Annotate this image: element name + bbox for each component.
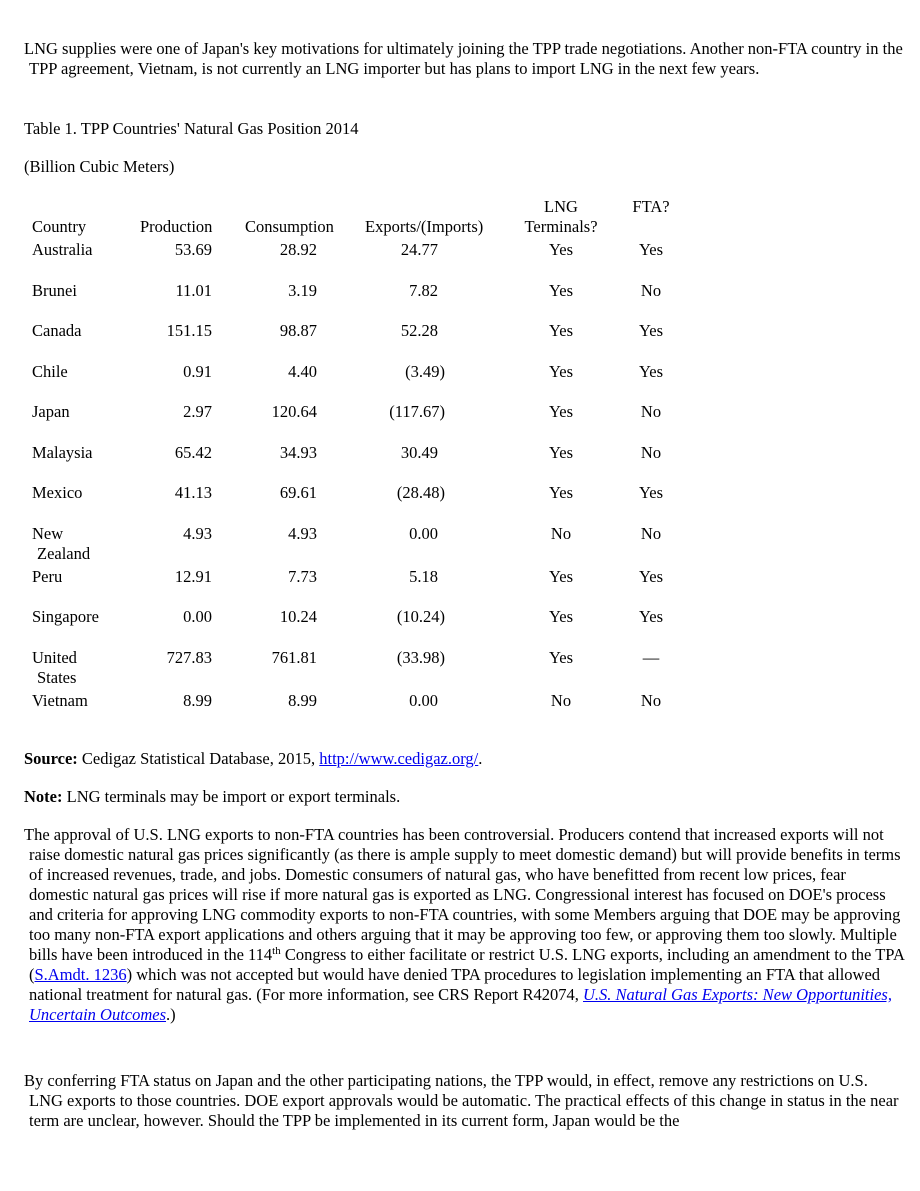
cell-exports: 52.28: [400, 321, 438, 340]
cell-fta: Yes: [638, 567, 663, 586]
cell-consumption: 761.81: [271, 648, 317, 667]
cell-lng: Yes: [548, 607, 573, 626]
note-text: LNG terminals may be import or export terminals.: [62, 787, 401, 806]
cell-lng: Yes: [548, 567, 573, 586]
cell-consumption: 10.24: [279, 607, 317, 626]
cell-lng: Yes: [548, 443, 573, 462]
cell-exports: (33.98): [396, 648, 445, 667]
cell-consumption: 28.92: [279, 240, 317, 259]
cell-consumption: 3.19: [288, 281, 317, 300]
cell-country: Brunei: [32, 281, 77, 300]
cell-exports: 0.00: [409, 691, 438, 710]
cell-consumption: 120.64: [271, 402, 317, 421]
header-exports: Exports/(Imports): [365, 217, 484, 236]
cell-country: Peru: [32, 567, 63, 586]
cell-fta: Yes: [638, 483, 663, 502]
header-production: Production: [140, 217, 213, 236]
cell-consumption: 4.93: [288, 524, 317, 543]
cell-exports: 24.77: [400, 240, 438, 259]
cell-country: Canada: [32, 321, 82, 340]
cell-country-line1: United: [32, 648, 77, 667]
fta-status-paragraph: By conferring FTA status on Japan and the other participating nations, the TPP would, in effect, remove any restrictions on U.S. LNG exports to those countries. DOE export approvals would be automatic. The practical effects of this change in status in the near term are unclear, however. Should the TPP be implemented in its current form, Japan would be the: [24, 1071, 899, 1130]
cell-lng: Yes: [548, 402, 573, 421]
cell-lng: Yes: [548, 281, 573, 300]
cell-exports: 30.49: [400, 443, 438, 462]
cell-production: 53.69: [174, 240, 212, 259]
table-title: Table 1. TPP Countries' Natural Gas Position 2014: [24, 119, 359, 138]
cell-production: 727.83: [166, 648, 212, 667]
cell-fta: No: [640, 281, 662, 300]
crs-report-link[interactable]: U.S. Natural Gas Exports: New Opportunities, Uncertain Outcomes: [29, 985, 892, 1024]
para2-part2: Congress to either facilitate or restrict U.S. LNG exports, including an amendment to the TPA (: [29, 945, 904, 984]
cell-country: Chile: [32, 362, 68, 381]
cell-fta: No: [640, 443, 662, 462]
note-line: [24, 787, 400, 807]
cell-fta: No: [640, 691, 662, 710]
cell-production: 65.42: [174, 443, 212, 462]
cell-production: 0.91: [183, 362, 212, 381]
source-end: .: [478, 749, 483, 768]
cell-lng: Yes: [548, 648, 573, 667]
cell-lng: No: [550, 691, 572, 710]
cell-production: 0.00: [183, 607, 212, 626]
header-consumption: Consumption: [245, 217, 334, 236]
cell-country: Malaysia: [32, 443, 93, 462]
lng-approval-paragraph: [24, 825, 904, 1025]
header-lng-line2: Terminals?: [524, 217, 598, 236]
cell-fta: Yes: [638, 362, 663, 381]
para2-part1: The approval of U.S. LNG exports to non-FTA countries has been controversial. Producers contend that increased exports will not raise domestic natural gas prices significantly (as there is ample supply to meet domestic demand) but will provide benefits in terms of increased revenues, trade, and jobs. Domestic consumers of natural gas, who have benefitted from recent low prices, fear domestic natural gas prices will rise if more natural gas is exported as LNG. Congressional interest has focused on DOE's process and criteria for approving LNG commodity exports to non-FTA countries, with some Members arguing that DOE may be approving too many non-FTA export applications and others arguing that it may be approving too few, or approving them too slowly. Multiple bills have been introduced in the 114: [24, 825, 901, 964]
cell-consumption: 69.61: [279, 483, 317, 502]
cell-country: Australia: [32, 240, 93, 259]
header-lng-line1: LNG: [544, 197, 578, 216]
cell-country: Vietnam: [32, 691, 88, 710]
cell-fta: —: [642, 648, 660, 667]
cell-consumption: 8.99: [288, 691, 317, 710]
cell-production: 12.91: [174, 567, 212, 586]
note-label: Note:: [24, 787, 63, 806]
superscript-th: th: [272, 945, 281, 957]
source-link[interactable]: http://www.cedigaz.org/: [319, 749, 479, 768]
cell-production: 2.97: [183, 402, 212, 421]
cell-country: Japan: [32, 402, 70, 421]
cell-exports: 5.18: [409, 567, 438, 586]
cell-consumption: 98.87: [279, 321, 317, 340]
cell-lng: Yes: [548, 321, 573, 340]
cell-lng: Yes: [548, 483, 573, 502]
cell-consumption: 34.93: [279, 443, 317, 462]
source-line: [24, 749, 482, 769]
cell-lng: Yes: [548, 240, 573, 259]
cell-fta: No: [640, 524, 662, 543]
cell-fta: No: [640, 402, 662, 421]
cell-fta: Yes: [638, 607, 663, 626]
cell-exports: (28.48): [396, 483, 445, 502]
para2-part4: .): [166, 1005, 176, 1024]
cell-exports: (3.49): [405, 362, 445, 381]
cell-production: 11.01: [175, 281, 212, 300]
cell-country: Singapore: [32, 607, 99, 626]
intro-paragraph: LNG supplies were one of Japan's key motivations for ultimately joining the TPP trade negotiations. Another non-FTA country in the TPP agreement, Vietnam, is not currently an LNG importer but has plans to import LNG in the next few years.: [24, 39, 903, 78]
header-country: Country: [32, 217, 87, 236]
cell-production: 4.93: [183, 524, 212, 543]
cell-exports: 7.82: [409, 281, 438, 300]
cell-country: Mexico: [32, 483, 83, 502]
cell-fta: Yes: [638, 321, 663, 340]
cell-country-line2: Zealand: [37, 544, 91, 563]
cell-production: 8.99: [183, 691, 212, 710]
para2-part3: ) which was not accepted but would have denied TPA procedures to legislation implementing an FTA that allowed national treatment for natural gas. (For more information, see CRS Report R42074,: [29, 965, 881, 1004]
cell-production: 41.13: [174, 483, 212, 502]
source-label: Source:: [24, 749, 78, 768]
header-fta: FTA?: [632, 197, 670, 216]
cell-lng: Yes: [548, 362, 573, 381]
cell-consumption: 4.40: [288, 362, 317, 381]
cell-production: 151.15: [166, 321, 212, 340]
source-text: Cedigaz Statistical Database, 2015,: [77, 749, 320, 768]
cell-country-line2: States: [37, 668, 77, 687]
cell-exports: (10.24): [396, 607, 445, 626]
cell-consumption: 7.73: [288, 567, 317, 586]
cell-fta: Yes: [638, 240, 663, 259]
cell-exports: 0.00: [409, 524, 438, 543]
table-units: (Billion Cubic Meters): [24, 157, 175, 176]
cell-country-line1: New: [32, 524, 64, 543]
cell-lng: No: [550, 524, 572, 543]
cell-exports: (117.67): [389, 402, 445, 421]
samdt-1236-link[interactable]: S.Amdt. 1236: [34, 965, 127, 984]
